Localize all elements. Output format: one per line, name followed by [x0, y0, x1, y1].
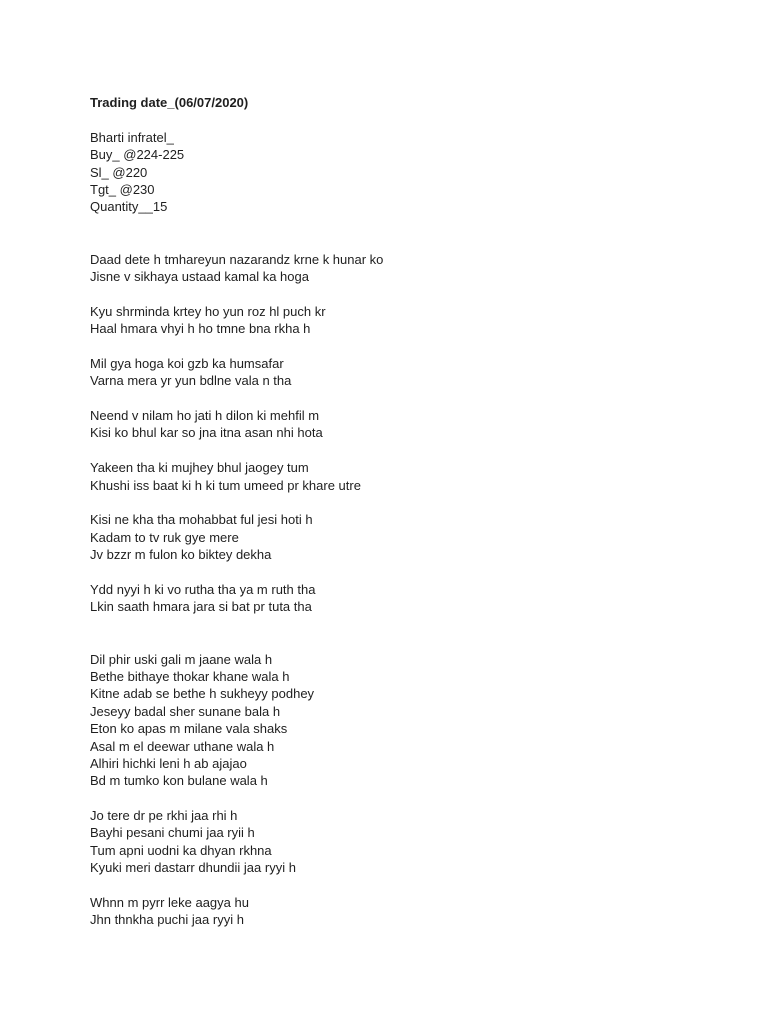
stanza — [90, 651, 730, 790]
poem-line: Bethe bithaye thokar khane wala h — [90, 668, 290, 684]
spacer — [90, 790, 730, 807]
poem-line: Asal m el deewar uthane wala h — [90, 738, 275, 754]
stop-loss: Sl_ @220 — [90, 164, 148, 180]
spacer — [90, 877, 730, 894]
stock-name: Bharti infratel_ — [90, 129, 174, 145]
poem-line: Jeseyy badal sher sunane bala h — [90, 703, 281, 719]
poem-line: Jv bzzr m fulon ko biktey dekha — [90, 547, 272, 563]
stanza — [90, 251, 730, 286]
spacer — [90, 616, 730, 651]
trading-date-title: Trading date_(06/07/2020) — [90, 95, 249, 110]
spacer — [90, 111, 730, 128]
poem-line: Haal hmara vhyi h ho tmne bna rkha h — [90, 321, 311, 337]
poem-line: Lkin saath hmara jara si bat pr tuta tha — [90, 599, 312, 615]
stanza — [90, 303, 730, 338]
quantity: Quantity__15 — [90, 199, 168, 215]
stanza — [90, 511, 730, 563]
stanza — [90, 407, 730, 442]
poem-line: Kitne adab se bethe h sukheyy podhey — [90, 686, 315, 702]
poem-line: Alhiri hichki leni h ab ajajao — [90, 755, 247, 771]
poem-line: Kisi ne kha tha mohabbat ful jesi hoti h — [90, 512, 313, 528]
poem-line: Neend v nilam ho jati h dilon ki mehfil m — [90, 408, 320, 424]
poem-line: Varna mera yr yun bdlne vala n tha — [90, 373, 292, 389]
poem-line: Kisi ko bhul kar so jna itna asan nhi hota — [90, 425, 323, 441]
spacer — [90, 390, 730, 407]
poem-line: Yakeen tha ki mujhey bhul jaogey tum — [90, 460, 309, 476]
spacer — [90, 494, 730, 511]
stanza — [90, 355, 730, 390]
poem-line: Whnn m pyrr leke aagya hu — [90, 895, 249, 911]
poem-line: Kyuki meri dastarr dhundii jaa ryyi h — [90, 860, 296, 876]
trade-details — [90, 129, 730, 216]
poem-line: Daad dete h tmhareyun nazarandz krne k hunar ko — [90, 251, 384, 267]
spacer — [90, 442, 730, 459]
spacer — [90, 216, 730, 251]
stanza — [90, 807, 730, 877]
poem-line: Kyu shrminda krtey ho yun roz hl puch kr — [90, 303, 326, 319]
document-page — [90, 94, 730, 929]
poem-line: Bayhi pesani chumi jaa ryii h — [90, 825, 255, 841]
poem-line: Tum apni uodni ka dhyan rkhna — [90, 842, 272, 858]
stanza — [90, 894, 730, 929]
poem-line: Kadam to tv ruk gye mere — [90, 529, 239, 545]
poem-line: Mil gya hoga koi gzb ka humsafar — [90, 355, 284, 371]
stanza — [90, 581, 730, 616]
poem-line: Ydd nyyi h ki vo rutha tha ya m ruth tha — [90, 581, 316, 597]
spacer — [90, 285, 730, 302]
poem-line: Jisne v sikhaya ustaad kamal ka hoga — [90, 268, 309, 284]
buy-price: Buy_ @224-225 — [90, 147, 185, 163]
stanza — [90, 459, 730, 494]
spacer — [90, 564, 730, 581]
poem-line: Jo tere dr pe rkhi jaa rhi h — [90, 808, 238, 824]
poem-line: Eton ko apas m milane vala shaks — [90, 721, 288, 737]
target-price: Tgt_ @230 — [90, 181, 155, 197]
spacer — [90, 338, 730, 355]
poem-line: Khushi iss baat ki h ki tum umeed pr khare utre — [90, 477, 361, 493]
poem-line: Bd m tumko kon bulane wala h — [90, 773, 268, 789]
poem-line: Jhn thnkha puchi jaa ryyi h — [90, 912, 244, 928]
poem-line: Dil phir uski gali m jaane wala h — [90, 651, 273, 667]
